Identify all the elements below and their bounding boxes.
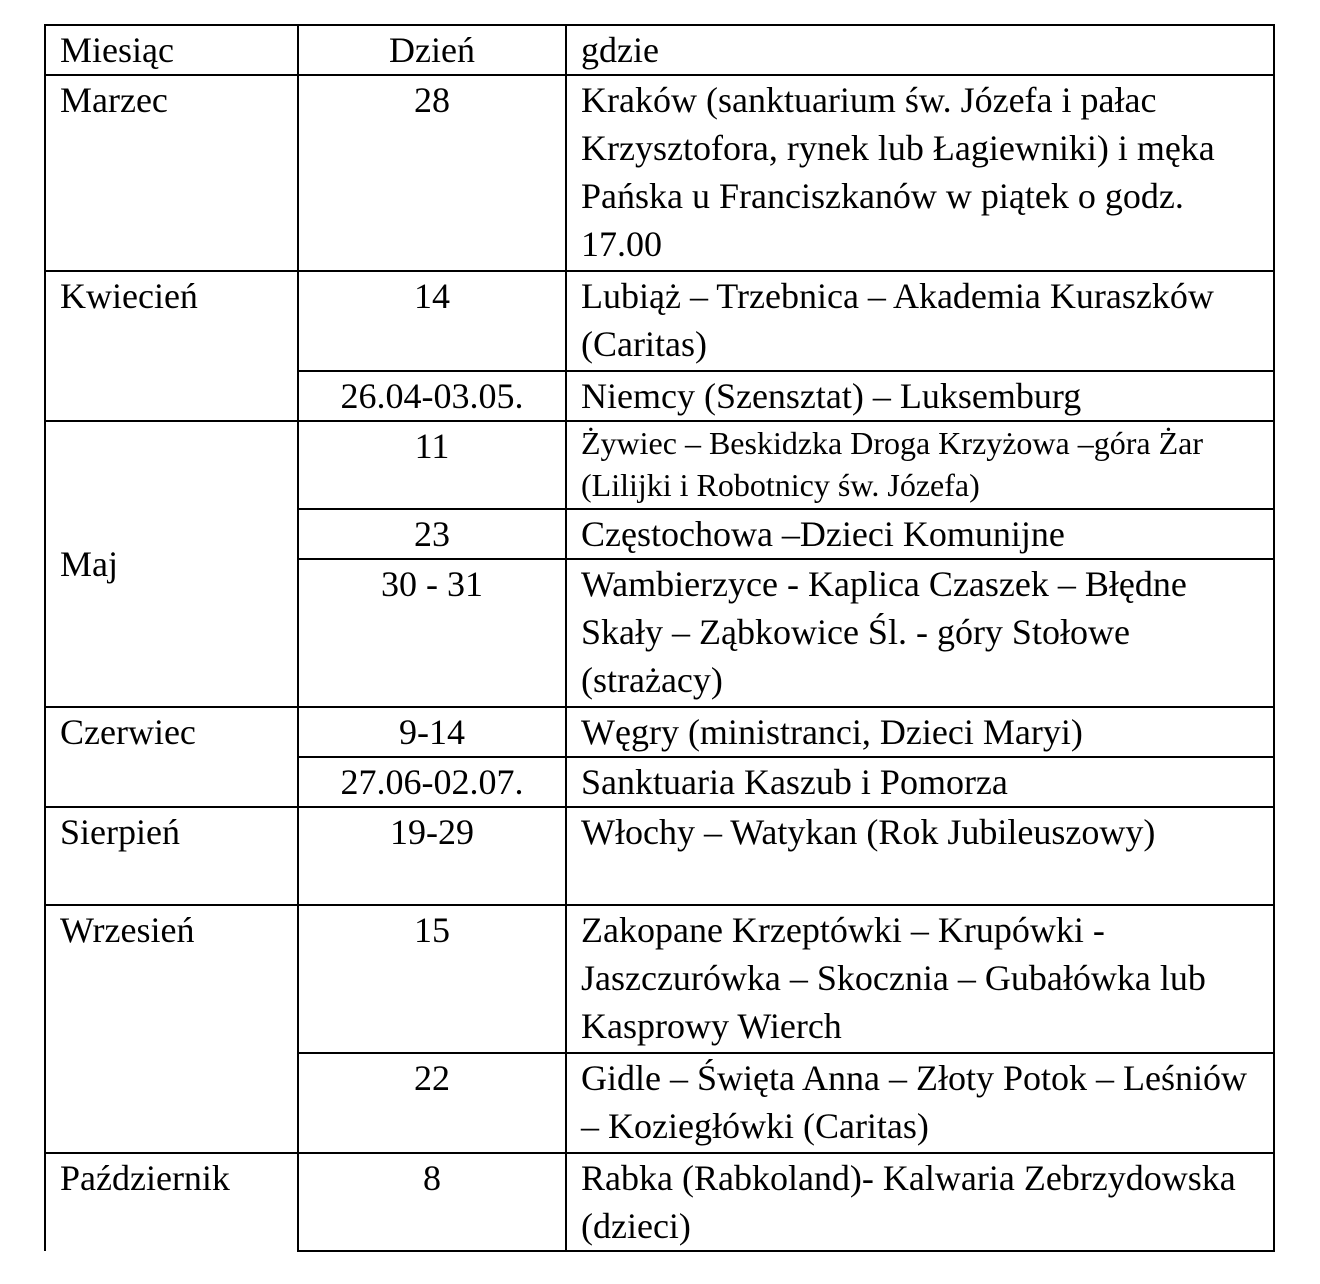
month-cell-june: Czerwiec [45, 707, 298, 807]
table-row [45, 707, 1274, 757]
table-row [45, 1153, 1274, 1251]
header-row [45, 25, 1274, 75]
month-cell-april: Kwiecień [45, 271, 298, 421]
place-cell: Częstochowa –Dzieci Komunijne [566, 509, 1274, 559]
place-cell: Niemcy (Szensztat) – Luksemburg [566, 371, 1274, 421]
place-cell: Zakopane Krzeptówki – Krupówki - Jaszczurówka – Skocznia – Gubałówka lub Kasprowy Wierch [566, 905, 1274, 1053]
place-cell: Rabka (Rabkoland)- Kalwaria Zebrzydowska (dzieci) [566, 1153, 1274, 1251]
place-cell: Węgry (ministranci, Dzieci Maryi) [566, 707, 1274, 757]
table-row [45, 75, 1274, 271]
month-cell-september: Wrzesień [45, 905, 298, 1153]
table-row [45, 271, 1274, 371]
day-cell: 11 [298, 421, 566, 509]
day-cell: 22 [298, 1053, 566, 1153]
place-cell: Kraków (sanktuarium św. Józefa i pałac Krzysztofora, rynek lub Łagiewniki) i męka Pańska u Franciszkanów w piątek o godz. 17.00 [566, 75, 1274, 271]
day-cell: 19-29 [298, 807, 566, 905]
place-cell: Gidle – Święta Anna – Złoty Potok – Leśniów – Koziegłówki (Caritas) [566, 1053, 1274, 1153]
place-cell: Wambierzyce - Kaplica Czaszek – Błędne Skały – Ząbkowice Śl. - góry Stołowe (strażacy) [566, 559, 1274, 707]
header-month: Miesiąc [45, 25, 298, 75]
day-cell: 8 [298, 1153, 566, 1251]
place-cell: Sanktuaria Kaszub i Pomorza [566, 757, 1274, 807]
day-cell: 27.06-02.07. [298, 757, 566, 807]
day-cell: 26.04-03.05. [298, 371, 566, 421]
table-row [45, 421, 1274, 509]
day-cell: 28 [298, 75, 566, 271]
day-cell: 15 [298, 905, 566, 1053]
day-cell: 23 [298, 509, 566, 559]
header-place: gdzie [566, 25, 1274, 75]
pilgrimage-schedule-table [44, 24, 1275, 1252]
place-cell: Żywiec – Beskidzka Droga Krzyżowa –góra Żar (Lilijki i Robotnicy św. Józefa) [566, 421, 1274, 509]
table-row [45, 807, 1274, 905]
month-cell-august: Sierpień [45, 807, 298, 905]
place-cell: Lubiąż – Trzebnica – Akademia Kuraszków (Caritas) [566, 271, 1274, 371]
day-cell: 14 [298, 271, 566, 371]
month-cell-march: Marzec [45, 75, 298, 271]
day-cell: 30 - 31 [298, 559, 566, 707]
month-cell-october: Październik [45, 1153, 298, 1251]
place-cell: Włochy – Watykan (Rok Jubileuszowy) [566, 807, 1274, 905]
header-day: Dzień [298, 25, 566, 75]
day-cell: 9-14 [298, 707, 566, 757]
table-row [45, 905, 1274, 1053]
month-cell-may: Maj [45, 421, 298, 707]
